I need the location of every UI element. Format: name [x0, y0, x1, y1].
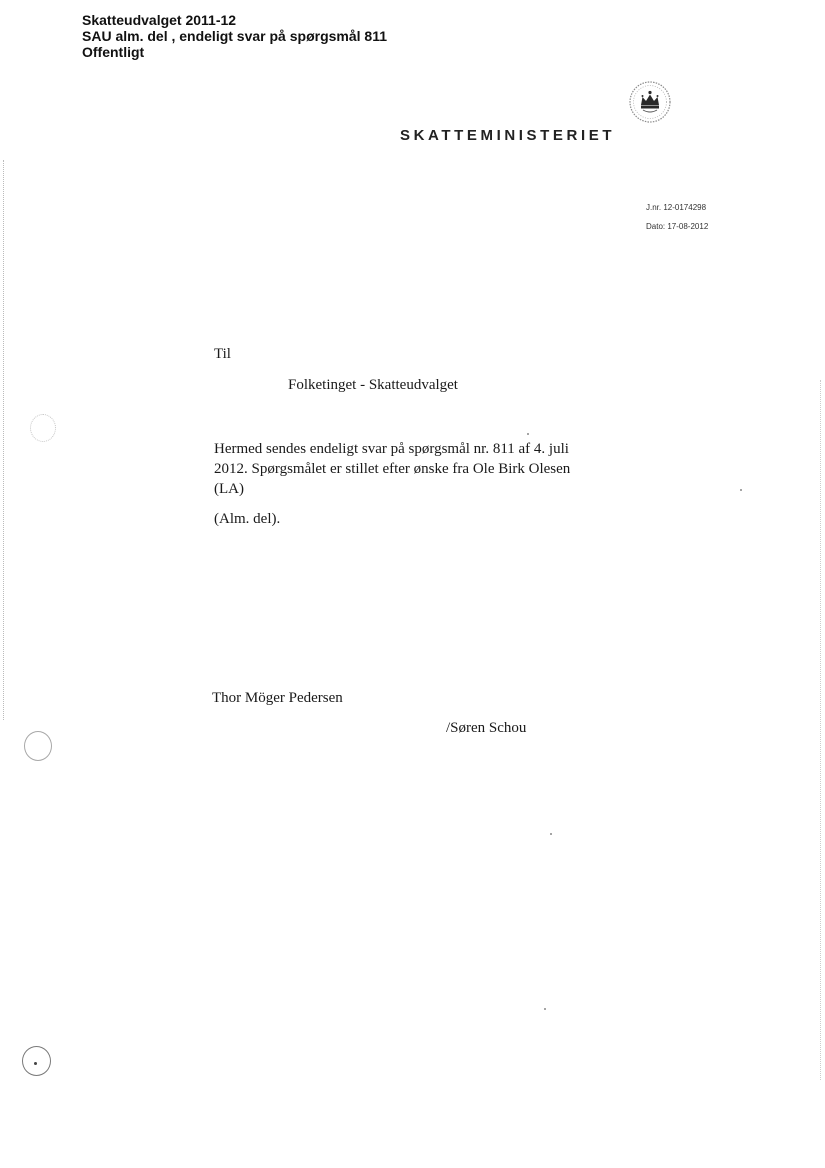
scan-speck [527, 433, 529, 435]
scan-speck [740, 489, 742, 491]
committee-session: Skatteudvalget 2011-12 [82, 12, 237, 28]
punch-hole-middle [24, 731, 52, 761]
scan-edge-left [3, 160, 4, 720]
body-line: (LA) [214, 481, 244, 497]
co-signatory: /Søren Schou [446, 720, 527, 736]
royal-crown-crest-icon [628, 80, 672, 124]
question-reference: SAU alm. del , endeligt svar på spørgsmål 811 [82, 28, 388, 44]
letter-date: Dato: 17-08-2012 [646, 222, 709, 231]
punch-hole-top [30, 414, 56, 442]
public-status: Offentligt [82, 44, 145, 60]
document-header [82, 12, 387, 60]
scan-speck [544, 1008, 546, 1010]
scan-speck [550, 833, 552, 835]
body-extra: (Alm. del). [214, 511, 281, 527]
punch-hole-bottom [22, 1046, 51, 1076]
scan-edge-right [820, 380, 821, 1080]
recipient: Folketinget - Skatteudvalget [288, 377, 458, 393]
journal-number: J.nr. 12-0174298 [646, 203, 707, 212]
punch-hole-center [34, 1062, 37, 1065]
ministry-name: SKATTEMINISTERIET [400, 127, 616, 144]
salutation: Til [214, 346, 231, 362]
body-line: Hermed sendes endeligt svar på spørgsmål nr. 811 af 4. juli [214, 441, 569, 457]
body-line: 2012. Spørgsmålet er stillet efter ønske fra Ole Birk Olesen [214, 461, 571, 477]
letter-body [214, 439, 584, 499]
reference-block [646, 198, 708, 236]
signatory: Thor Möger Pedersen [212, 690, 343, 706]
